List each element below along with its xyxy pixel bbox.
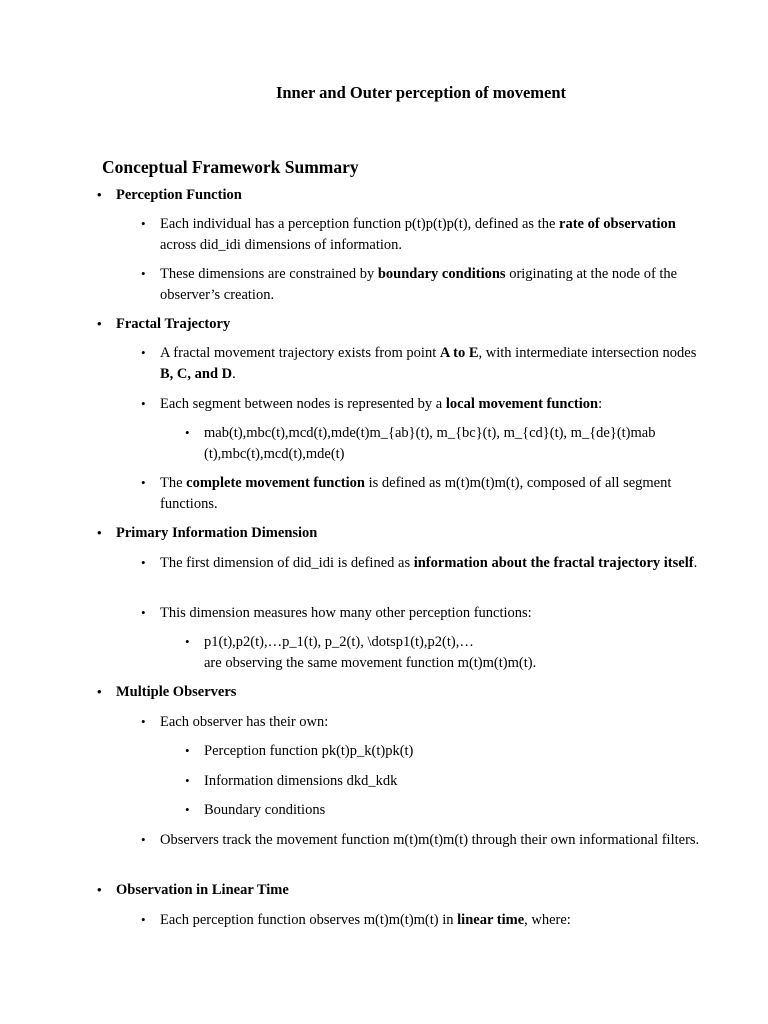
list-item-text: , where: (524, 912, 571, 928)
bullet: • (185, 634, 190, 649)
list-item (141, 214, 700, 255)
list-item-text: . (232, 365, 236, 382)
list-item (141, 603, 700, 624)
section-heading: Conceptual Framework Summary (102, 157, 359, 177)
bullet: • (141, 555, 146, 570)
bold-term: complete movement function (186, 475, 365, 491)
bullet: • (141, 475, 146, 490)
list-item-label: Observation in Linear Time (116, 882, 289, 898)
document-title: Inner and Outer perception of movement (275, 83, 567, 102)
list-item (141, 830, 700, 851)
bullet: • (185, 743, 190, 758)
list-item-text: The (160, 475, 187, 491)
list-item-text: Perception function pk(t)p_k(t)pk(t) (204, 743, 414, 759)
list-item-text: . (693, 555, 698, 571)
list-item (185, 632, 694, 673)
list-item-text: A fractal movement trajectory exists from point (160, 345, 440, 361)
list-item-text: Each observer has their own: (160, 714, 329, 730)
bullet: • (141, 714, 146, 729)
bold-term: rate of observation (559, 216, 676, 232)
list-item (141, 394, 700, 415)
bold-term: linear time (457, 912, 525, 928)
bullet: • (141, 396, 146, 411)
bold-term: boundary conditions (377, 266, 506, 282)
list-item-text: , with intermediate intersection nodes (478, 345, 697, 361)
bullet: • (141, 345, 146, 360)
list-item-text: Observers track the movement function m(t)m(t)m(t) through their own informational filters. (160, 832, 700, 848)
list-item-text: across did_idi dimensions of information. (160, 236, 403, 253)
list-item-text: Each perception function observes m(t)m(t)m(t) in (160, 912, 458, 928)
bold-term: information about the fractal trajectory itself (413, 555, 694, 571)
list-item (141, 343, 700, 384)
list-item-text: p1(t),p2(t),…p_1(t), p_2(t), \dotsp1(t),p2(t),… (204, 634, 474, 650)
list-item-text: Each individual has a perception function p(t)p(t)p(t), defined as the (160, 216, 560, 232)
bullet: • (97, 187, 102, 202)
list-item-fractal-trajectory (97, 314, 716, 335)
list-item-text: : (598, 396, 603, 412)
list-item-text: The first dimension of did_idi is defined as (160, 555, 414, 571)
bullet: • (97, 316, 102, 331)
list-item-label: Perception Function (116, 187, 242, 203)
bullet: • (141, 216, 146, 231)
list-item-text: Each segment between nodes is represented by a (160, 396, 446, 412)
list-item-label: Multiple Observers (116, 684, 237, 700)
bold-term: B, C, and D (160, 365, 233, 382)
list-item (141, 264, 700, 305)
bullet: • (141, 605, 146, 620)
bullet: • (185, 802, 190, 817)
list-item (185, 423, 694, 464)
list-item (185, 771, 694, 792)
list-item (141, 473, 700, 514)
bullet: • (141, 266, 146, 281)
list-item-text: These dimensions are constrained by (160, 266, 378, 282)
list-item (141, 712, 700, 733)
list-item (141, 553, 700, 574)
list-item-text: originating at the node of the observer’s creation. (160, 266, 678, 303)
bold-term: A to E (439, 345, 479, 361)
list-item (185, 800, 694, 821)
list-item-text: Boundary conditions (204, 802, 326, 818)
bullet: • (185, 425, 190, 440)
list-item-text: Information dimensions dkd_kdk (204, 773, 398, 789)
list-item-text: are observing the same movement function m(t)m(t)m(t). (204, 654, 537, 671)
list-item-text: This dimension measures how many other perception functions: (160, 605, 532, 621)
list-item-label: Primary Information Dimension (116, 525, 318, 541)
bullet: • (97, 882, 102, 897)
list-item-perception-function (97, 185, 716, 206)
list-item-text: mab(t),mbc(t),mcd(t),mde(t)m_{ab}(t), m_{bc}(t), m_{cd}(t), m_{de}(t)mab (t),mbc(t),mcd(t),mde(t) (204, 425, 656, 462)
bullet: • (97, 525, 102, 540)
list-item-label: Fractal Trajectory (116, 316, 231, 332)
list-item (185, 741, 694, 762)
list-item-text: is defined as m(t)m(t)m(t), composed of all segment functions. (160, 475, 672, 512)
list-item-primary-information-dimension (97, 523, 716, 544)
bullet: • (141, 832, 146, 847)
list-item-multiple-observers (97, 682, 716, 703)
bullet: • (185, 773, 190, 788)
bullet: • (141, 912, 146, 927)
list-item-observation-linear-time (97, 880, 716, 901)
bold-term: local movement function (445, 396, 599, 412)
bullet: • (97, 684, 102, 699)
list-item (141, 910, 700, 931)
